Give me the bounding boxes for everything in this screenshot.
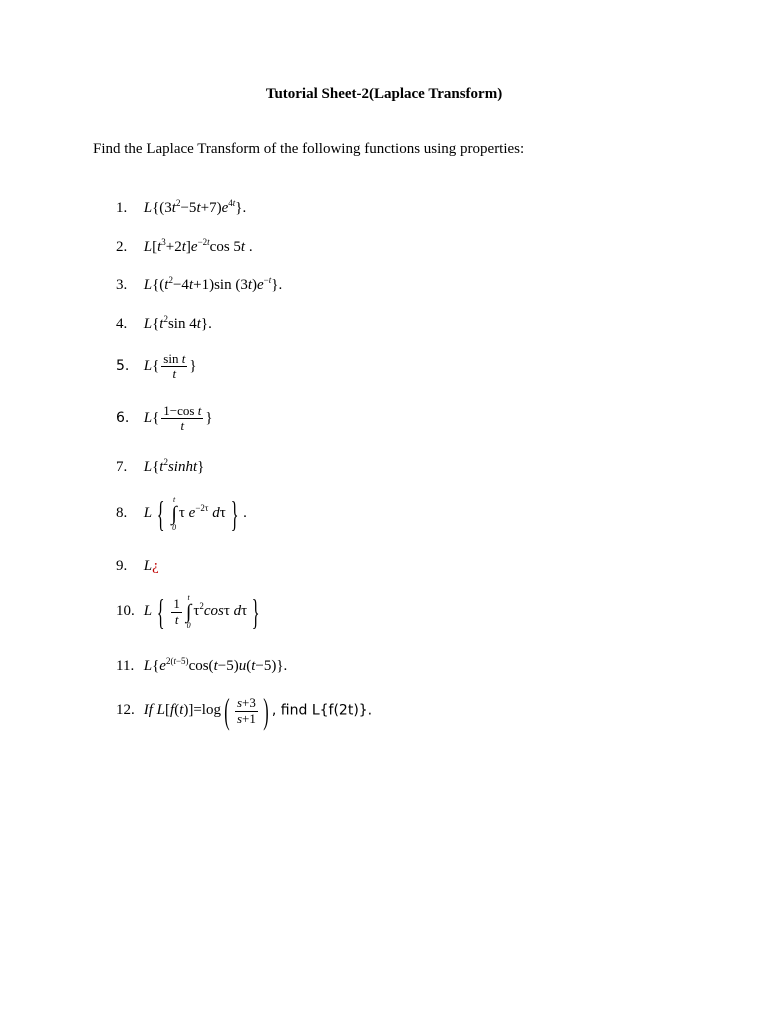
problem-8-expression: L { t ∫ 0 τ $e^{-2\tau}$ dτ } . xyxy=(143,494,247,534)
problem-7: 7. $L\{t^2\sinh t\}$ xyxy=(116,457,205,475)
problem-4-expression: $L\{t^2\sin$ 4t}. xyxy=(143,314,212,332)
problem-12-tail: , find L{f(2t)}. xyxy=(271,702,373,719)
problem-11-expression: $L\{e^{2(t-5)}\cos(t-5)u(t-5)\}$. xyxy=(143,656,288,674)
problem-6-expression: L{ $\frac{\text{1−cos t}}{t}$ } xyxy=(143,403,213,434)
intro-text: Find the Laplace Transform of the following functions using properties: xyxy=(93,141,525,157)
problem-7-expression: $L\{t^2\sinh t\}$ xyxy=(143,457,205,475)
problem-3: 3. $L\{(t^2-4t+1)\sin$ $(3t)e^{-t}$}. xyxy=(116,275,283,293)
problem-10: 10. L { $\frac{1}{t}$ t ∫ 0 $\tau^2\cos\tau$ dτ } xyxy=(116,594,264,630)
problem-2: 2. $L[t^3+2t]e^{-2t}\cos$ 5t . xyxy=(116,237,253,255)
problem-5: 5. L{ $\frac{\text{sin t}}{t}$ } xyxy=(116,351,197,382)
problem-12: 12. If L[f(t)]=log( $\frac{s+3}{s+1}$ ) , find L{f(2t)}. xyxy=(116,691,373,731)
problem-6: 6. L{ $\frac{\text{1−cos t}}{t}$ } xyxy=(116,403,213,434)
problem-10-expression: L { $\frac{1}{t}$ t ∫ 0 $\tau^2\cos\tau$ dτ } xyxy=(143,592,260,632)
problem-1: 1. $L\{(3t^2-5t+7)e^{4t}\}$. xyxy=(116,198,247,216)
problem-3-expression: $L\{(t^2-4t+1)\sin$ $(3t)e^{-t}$}. xyxy=(143,275,283,293)
problem-5-expression: L{ $\frac{\text{sin t}}{t}$ } xyxy=(143,351,197,382)
problem-8: 8. L { t ∫ 0 τ $e^{-2\tau}$ dτ } . xyxy=(116,494,247,534)
problem-11: 11. $L\{e^{2(t-5)}\cos(t-5)u(t-5)\}$. xyxy=(116,656,288,674)
problem-4: 4. $L\{t^2\sin$ 4t}. xyxy=(116,314,212,332)
problem-12-expression: If L[f(t)]=log( $\frac{s+3}{s+1}$ ) xyxy=(143,691,269,731)
problem-9: 9. L¿ xyxy=(116,558,159,574)
problem-2-expression: $L[t^3+2t]e^{-2t}\cos$ 5t . xyxy=(143,237,253,255)
page-title: Tutorial Sheet-2(Laplace Transform) xyxy=(265,86,503,102)
problem-9-expression: L¿ xyxy=(143,558,159,574)
problem-1-expression: $L\{(3t^2-5t+7)e^{4t}\}$. xyxy=(143,198,247,216)
